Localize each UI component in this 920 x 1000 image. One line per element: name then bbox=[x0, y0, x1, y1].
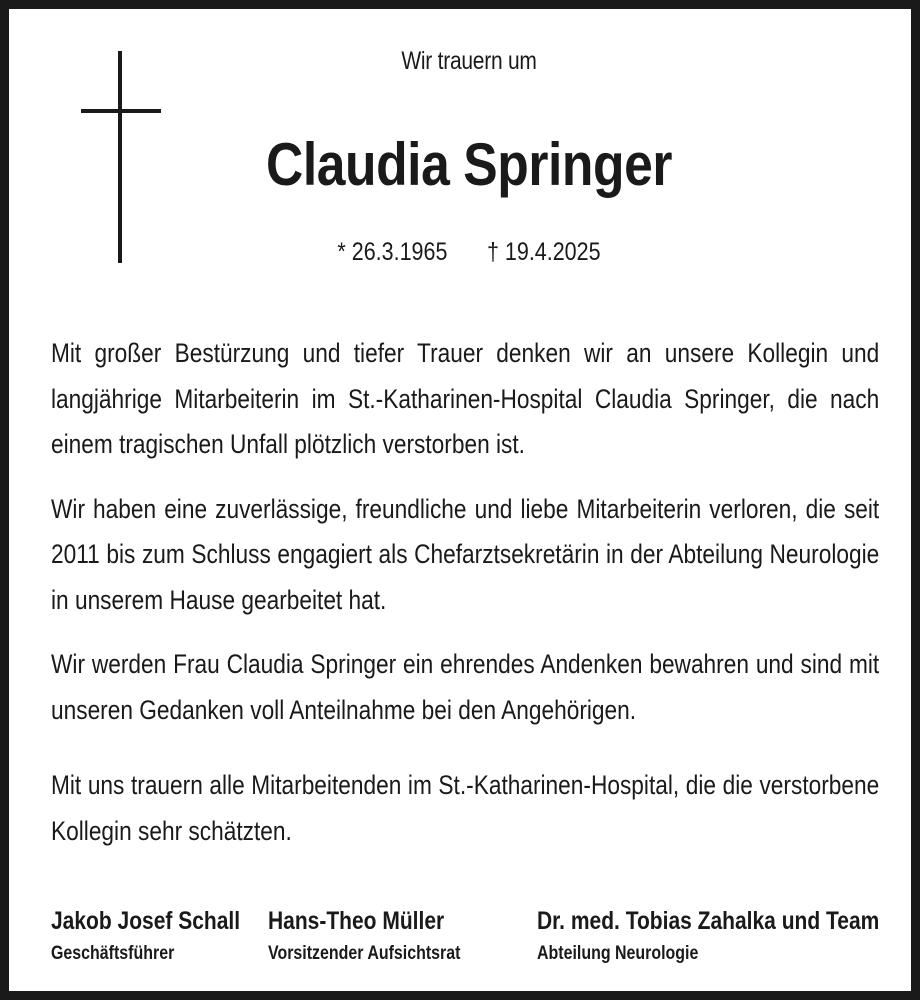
signer-name: Hans-Theo Müller bbox=[268, 907, 445, 935]
signer-1 bbox=[51, 905, 240, 971]
cross-horizontal-bar bbox=[81, 109, 161, 113]
paragraph-3: Wir werden Frau Claudia Springer ein ehrendes Andenken bewahren und sind mit unseren Gedanken voll Anteilnahme bei den Angehörigen. bbox=[51, 649, 880, 725]
life-dates bbox=[211, 238, 727, 267]
signer-2 bbox=[268, 905, 460, 971]
signer-role: Vorsitzender Aufsichtsrat bbox=[268, 943, 461, 964]
notice-text bbox=[51, 331, 879, 873]
signature-block bbox=[51, 905, 891, 985]
signer-3 bbox=[537, 905, 879, 971]
signer-role: Geschäftsführer bbox=[51, 943, 175, 964]
paragraph-2: Wir haben eine zuverlässige, freundliche und liebe Mitarbeiterin verloren, die seit 2011 bis zum Schluss engagiert als Chefarztsekretärin in der Abteilung Neurologie in unserem Hause gearbeitet hat. bbox=[51, 493, 880, 615]
cross-vertical-bar bbox=[118, 51, 122, 263]
signer-name: Jakob Josef Schall bbox=[51, 907, 241, 935]
intro-line: Wir trauern um bbox=[401, 47, 537, 75]
birth-date: * 26.3.1965 bbox=[337, 238, 448, 266]
paragraph-4: Mit uns trauern alle Mitarbeitenden im St.-Katharinen-Hospital, die die verstorbene Kollegin sehr schätzten. bbox=[51, 770, 880, 846]
signer-name: Dr. med. Tobias Zahalka und Team bbox=[537, 907, 880, 935]
deceased-name: Claudia Springer bbox=[265, 131, 673, 198]
signer-role: Abteilung Neurologie bbox=[537, 943, 699, 964]
cross-icon bbox=[81, 51, 161, 263]
paragraph-1: Mit großer Bestürzung und tiefer Trauer denken wir an unsere Kollegin und langjährige Mitarbeiterin im St.-Katharinen-Hospital Claudia Springer, die nach einem tragischen Unfall plötzlich verstorben ist. bbox=[51, 338, 880, 459]
death-date: † 19.4.2025 bbox=[486, 238, 601, 266]
